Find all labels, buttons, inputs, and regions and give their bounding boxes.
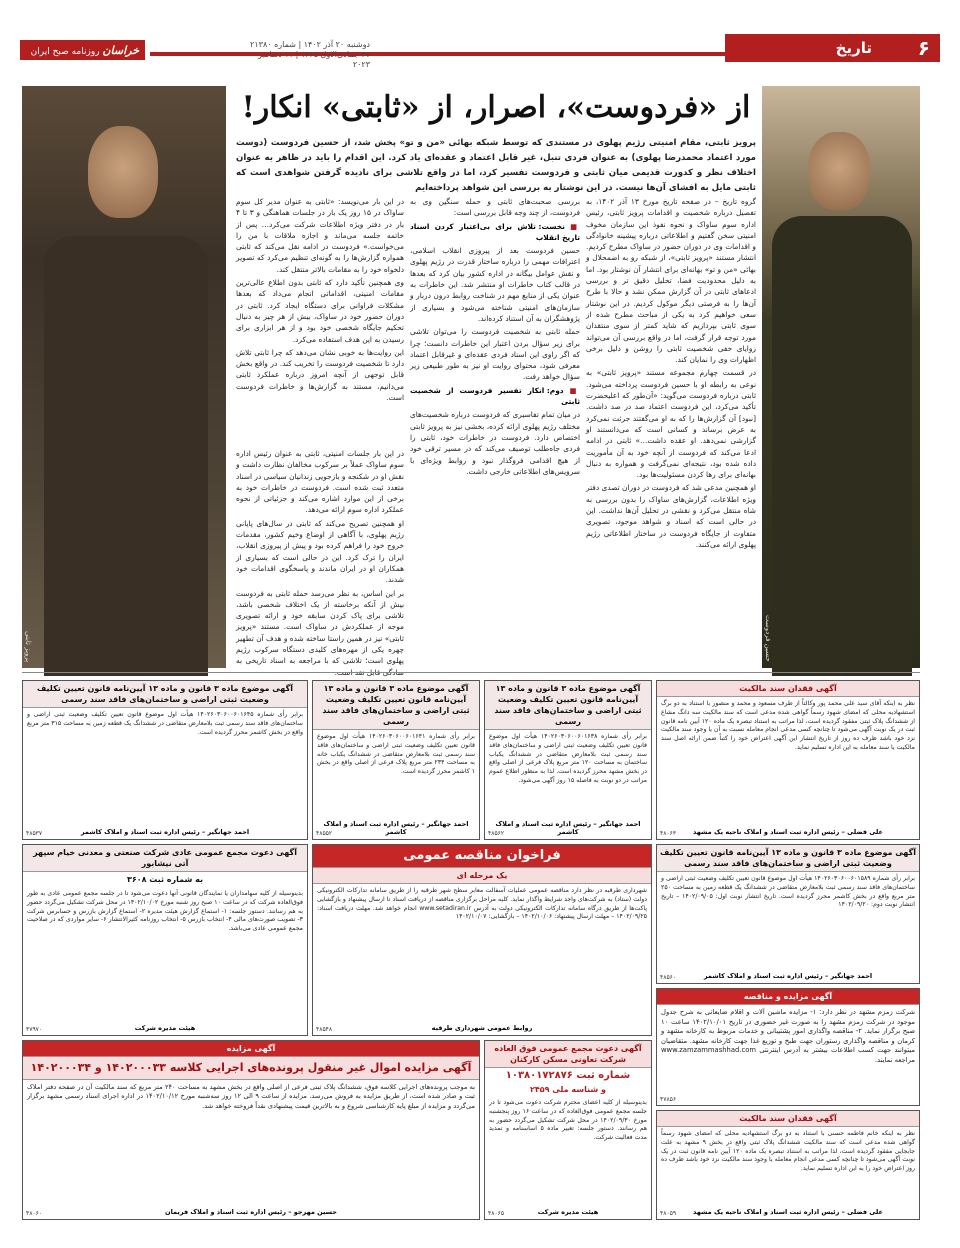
ad-registration: شماره ثبت ۱۰۳۸۰۱۷۲۸۷۶ [505, 1070, 631, 1081]
ad-auction-tender [656, 988, 920, 1106]
logo-text: روزنامه صبح ایران [30, 47, 100, 57]
ad-national-id: و شناسه ملی ۲۴۵۹ [529, 1085, 607, 1094]
ad-lost-deed-1 [656, 680, 920, 840]
subheading: ■ نخست: تلاش برای بی‌اعتبار کردن اسناد تاریخ انقلاب [410, 221, 581, 242]
ad-signature: احمد جهانگیر – رئیس اداره ثبت اسناد و املاک کاشمر [323, 820, 469, 836]
ad-signature: احمد جهانگیر – رئیس اداره ثبت اسناد و املاک کاشمر [80, 828, 250, 836]
article-column-1 [586, 196, 756, 668]
ad-number: ۴۸۰۵۹ [660, 1210, 677, 1217]
ad-shareholder-meeting [22, 844, 308, 1036]
ad-cooperative-meeting [484, 1040, 652, 1220]
photo-caption: پرویز ثابتی [24, 630, 32, 662]
header-rule [150, 52, 725, 56]
portrait-uniform [772, 216, 912, 676]
ad-number: ۴۷۹۷۰ [26, 1026, 43, 1033]
ad-title: آگهی فقدان سند مالکیت [657, 681, 919, 697]
paragraph: در میان تمام تفاسیری که فردوست درباره شخصیت‌های مختلف رژیم پهلوی ارائه کرده، بخشی نیز به پرویز ثابتی اختصاص دارد. فردوست در خاطرات خود، ثابتی را فردی جاه‌طلب توصیف می‌کند که در مسیر ترقی خود از هیچ اقدامی فروگذار نبود و روابط ویژه‌ای با سرویس‌های اطلاعاتی خارجی داشت. [410, 410, 580, 476]
ad-signature: هیئت مدیره شرکت [537, 1208, 599, 1216]
ad-signature: علی فضلی – رئیس اداره ثبت اسناد و املاک ناحیه یک مشهد [693, 828, 883, 836]
ad-body: برابر رأی شماره ۱۴۰۲۶۰۳۰۶۰۰۶۰۱۶۴۵ هیأت اول موضوع قانون تعیین تکلیف وضعیت ثبتی اراضی و ساختمان‌های فاقد سند رسمی ثبت بلامعارض متقاضی در ششدانگ یک قطعه زمین به مساحت ۳۱۵ متر مربع واقع در بخش کاشمر محرز گردیده است. [27, 711, 303, 736]
ad-signature: احمد جهانگیر – رئیس اداره ثبت اسناد و املاک کاشمر [495, 820, 641, 836]
section-band [725, 34, 940, 62]
paragraph: در قسمت چهارم مجموعه مستند «پرویز ثابتی» به نوعی به رابطه او با حسین فردوست پرداخته می‌شود. ثابتی درباره فردوست می‌گوید: «آن‌طور که اعلیحضرت تأکید می‌کرد، این فردوست اعتماد صد در صد داشت. [نبود] آن گزارش‌ها را که به او می‌گفتند جرئت نمی‌کرد به عرض برساند و کسانی است که می‌دانستند او گزارشی نمی‌دهد. او عقده داشت…» ثابتی در ادامه ادعا می‌کند که فردوست از آنچه خود به آن مأموریت داده شده بود، نتیجه‌ای نمی‌گرفت و همواره به دنبال بهانه‌ای برای رها کردن مسئولیت‌ها بود. [586, 368, 756, 480]
ad-number: ۴۸۵۶۲ [488, 830, 505, 837]
ad-body: برابر رأی شماره ۱۴۰۲۶۰۳۰۶۰۰۶۰۱۵۸۹ هیأت اول موضوع قانون تعیین تکلیف وضعیت ثبتی اراضی و ساختمان‌های فاقد سند رسمی ثبت بلامعارض متقاضی در ششدانگ یک قطعه زمین به مساحت ۲۵۰ متر مربع واقع در بخش کاشمر محرز گردیده است. تاریخ انتشار نوبت اول: ۱۴۰۲/۰۹/۰۵ – تاریخ انتشار نوبت دوم: ۱۴۰۲/۰۹/۲۰ [661, 875, 915, 909]
ad-subtitle: به شماره ثبت ۳۶۰۸ [23, 872, 307, 887]
ad-tag: یک مرحله ای [313, 868, 651, 884]
ad-title: آگهی موضوع ماده ۳ قانون و ماده ۱۳ آیین‌نامه قانون تعیین تکلیف وضعیت ثبتی اراضی و ساختمان‌های فاقد سند رسمی [485, 681, 651, 730]
ad-body: به موجب پرونده‌های اجرایی کلاسه فوق، ششدانگ پلاک ثبتی فرعی از اصلی واقع در بخش مشهد به مساحت ۲۴۰ متر مربع که سند مالکیت آن در صفحه دفتر املاک ثبت و صادر شده است، از طریق مزایده به فروش می‌رسد. مزایده از ساعت ۹ الی ۱۲ روز سه‌شنبه مورخ ۱۴۰۲/۱۰/۱۲ در اداره اجرای اسناد رسمی مشهد برگزار می‌گردد و مزایده از مبلغ پایه کارشناسی شروع و به بالاترین قیمت پیشنهادی نقداً فروخته خواهد شد. [27, 1083, 475, 1110]
paragraph: او همچنین مدعی شد که فردوست در دوران تصدی دفتر ویژه اطلاعات، گزارش‌های ساواک را بدون بررسی به شاه منتقل می‌کرد و نقشی در تحلیل آن‌ها نداشت. این در حالی است که اسناد و شواهد موجود، تصویری متفاوت از جایگاه فردوست در ساختار اطلاعاتی رژیم پهلوی ارائه می‌کنند. [586, 483, 756, 549]
paragraph: وی همچنین تأکید دارد که ثابتی بدون اطلاع عالی‌ترین مقامات امنیتی، اقداماتی انجام می‌داد که بعدها مشکلات فراوانی برای دستگاه ایجاد کرد. ثابتی در دوران حضور خود در ساواک، بیش از هر چیز به دنبال تحکیم جایگاه شخصی خود بود و از هر ابزاری برای رسیدن به این هدف استفاده می‌کرد. [236, 278, 404, 344]
ad-title: فراخوان مناقصه عمومی [313, 845, 651, 868]
ad-title: آگهی مزایده اموال غیر منقول پرونده‌های اجرایی کلاسه ۱۴۰۲۰۰۰۳۳ و ۱۴۰۲۰۰۰۳۴ [23, 1057, 479, 1080]
portrait-head [88, 126, 158, 218]
ad-number: ۴۸۰۶۰ [26, 1210, 43, 1217]
paragraph: او همچنین تصریح می‌کند که ثابتی در سال‌های پایانی رژیم پهلوی، با آگاهی از اوضاع وخیم کشور، مقدمات خروج خود را فراهم کرده بود و پیش از پیروزی انقلاب، ایران را ترک کرد. این در حالی است که بسیاری از همکاران او در ایران ماندند و پاسخگوی اقدامات خود شدند. [236, 518, 404, 585]
article-column-4 [236, 448, 404, 668]
ad-signature: هیئت مدیره شرکت [134, 1024, 196, 1032]
page-number: ۶ [917, 36, 930, 60]
ad-number: ۴۸۵۴۸ [316, 1026, 333, 1033]
photo-sabeti [22, 86, 226, 668]
ad-land-title-1 [484, 680, 652, 840]
subheading: ■ دوم: انکار تفسیر فردوست از شخصیت ثابتی [410, 385, 580, 407]
newspaper-logo [20, 40, 145, 60]
photo-caption: حسین فردوست [764, 615, 772, 662]
paragraph: در این بار جلسات امنیتی، ثابتی به عنوان رئیس اداره سوم ساواک عملاً بر سرکوب مخالفان نظارت داشت و نقش او در شکنجه و بازجویی زندانیان سیاسی در اسناد متعدد ثبت شده است. فردوست در خاطرات خود به برخی از این موارد اشاره می‌کند و جزئیاتی از نحوه عملکرد اداره سوم ارائه می‌دهد. [236, 449, 404, 515]
ad-number: ۴۸۵۵۲ [316, 830, 333, 837]
ad-title: آگهی موضوع ماده ۳ قانون و ماده ۱۳ آیین‌نامه قانون تعیین تکلیف وضعیت ثبتی اراضی و ساختمان‌های فاقد سند رسمی [657, 845, 919, 872]
ad-body: شهرداری طرقبه در نظر دارد مناقصه عمومی عملیات آسفالت معابر سطح شهر طرقبه را از طریق سامانه تدارکات الکترونیکی دولت (ستاد) به شرکت‌های واجد شرایط واگذار نماید. کلیه مراحل برگزاری مناقصه از دریافت اسناد تا ارسال پیشنهاد و بازگشایی پاکت‌ها از طریق درگاه سامانه تدارکات الکترونیکی دولت به آدرس www.setadiran.ir انجام خواهد شد. مهلت دریافت اسناد: ۱۴۰۲/۰۹/۲۵ – مهلت ارسال پیشنهاد: ۱۴۰۲/۱۰/۰۶ – بازگشایی: ۱۴۰۲/۱۰/۰۷ [317, 887, 647, 921]
photo-fardoust [762, 86, 920, 668]
ad-title: آگهی مزایده و مناقصه [657, 989, 919, 1005]
ad-title: آگهی دعوت مجمع عمومی عادی شرکت صنعتی و معدنی خیام سپهر آتی نیشابور [23, 845, 307, 872]
ad-number: ۴۸۰۶۵ [488, 1210, 505, 1217]
ad-body: نظر به اینکه خانم فاطمه حسنی با استناد به دو برگ استشهادیه محلی که امضای شهود رسماً گواهی شده مدعی است که سند مالکیت ششدانگ پلاک ثبتی واقع در بخش ۹ مشهد به علت جابجایی مفقود گردیده است، لذا مراتب به استناد تبصره یک ماده ۱۲۰ آیین نامه قانون ثبت در یک نوبت آگهی می‌شود تا چنانچه کسی مدعی انجام معامله یا وجود سند مالکیت نزد خود باشد ظرف ده روز اعتراض خود را به این اداره تسلیم نماید. [661, 1130, 915, 1173]
ad-tag: آگهی مزایده [23, 1041, 479, 1057]
section-divider [22, 672, 920, 673]
ad-signature: حسین مهرجو – رئیس اداره ثبت اسناد و املاک فریمان [165, 1208, 337, 1216]
ad-body: بدینوسیله از کلیه سهامداران یا نمایندگان قانونی آنها دعوت می‌شود تا در جلسه مجمع عمومی عادی به طور فوق‌العاده شرکت که در ساعت ۱۰ صبح روز شنبه مورخ ۱۴۰۲/۱۰/۰۲ در محل شرکت تشکیل می‌گردد حضور به هم رسانند. دستور جلسه: ۱- استماع گزارش هیئت مدیره ۲- استماع گزارش بازرس و حسابرس شرکت ۳- تصویب صورت‌های مالی ۴- انتخاب بازرس ۵- انتخاب روزنامه کثیرالانتشار ۶- سایر مواردی که در صلاحیت مجمع عمومی عادی می‌باشد. [27, 890, 304, 933]
paragraph: گروه تاریخ – در صفحه تاریخ مورخ ۱۳ آذر ۱۴۰۲، به تفصیل درباره شخصیت و اقدامات پرویز ثابتی، رئیس اداره سوم ساواک و نحوه نفوذ این سازمان مخوف امنیتی سخن گفتیم و اطلاعاتی درباره پیشینه خانوادگی و اقدامات وی در دوران حضور در ساواک مطرح کردیم. انتشار مستند «پرویز ثابتی»، از شبکه رو به اضمحلال و بهائی «من و تو» بهانه‌ای برای انتشار آن نوشتار بود. اما به دلیل محدودیت فضا، تحلیل دقیق تر و بررسی ادعاهای ثابتی در آن گزارش ممکن نشد و حالا با طرح آن‌ها را به فرصتی دیگر موکول کردیم. در این نوشتار سعی خواهیم کرد به یکی از مباحث مطرح شده از سوی ثابتی بپردازیم که شاید کمتر از سوی منتقدان مورد توجه قرار گرفت، اما در واقع بررسی آن می‌تواند زوایای خفی شخصیت ثابتی را روشن و دلیل برخی اظهارات وی را نمایان کند. [586, 197, 756, 365]
date-line-1: دوشنبه ۲۰ آذر ۱۴۰۲ | شماره ۲۱۳۸۰ [250, 40, 370, 49]
page-header [20, 34, 940, 69]
article-column-3 [236, 196, 404, 444]
article-lead: پرویز ثابتی، مقام امنیتی رژیم پهلوی در مستندی که توسط شبکه بهائی «من و تو» پخش شد، از حسین فردوست (دوست مورد اعتماد محمدرضا پهلوی) به عنوان فردی تنبل، غیر قابل اعتماد و عقده‌ای یاد کرد. این اقدام را باید در ظاهر به عنوان اختلاف نظر و کدورت قدیمی میان ثابتی و فردوست تفسیر کرد، اما در واقع تلاشی برای نادیده گرفتن شواهدی است که ثابتی مایل به افشای آن‌ها نیست. در این نوشتار به بررسی این شواهد پرداخته‌ایم [236, 138, 756, 193]
paragraph: حمله ثابتی به شخصیت فردوست را می‌توان تلاشی برای زیر سؤال بردن اعتبار این خاطرات دانست؛ چرا که اگر راوی این اسناد فردی عقده‌ای و غیرقابل اعتماد معرفی شود، محتوای روایت او نیز به طور طبیعی زیر سؤال خواهد رفت. [410, 327, 580, 382]
ad-body: نظر به اینکه آقای سید علی محمد پور وکالتاً از طرف مسعود و محمد و منصور با استناد به دو برگ استشهادیه محلی که امضای شهود رسماً گواهی شده مدعی است که سند مالکیت سه دانگ مشاع از ششدانگ پلاک ثبتی مفقود گردیده است، لذا مراتب به استناد تبصره یک ماده ۱۲۰ آیین نامه قانون ثبت در یک نوبت آگهی می‌شود تا چنانچه کسی مدعی انجام معامله نسبت به آن یا وجود سند مالکیت نزد خود باشد ظرف ده روز از تاریخ انتشار این آگهی اعتراض خود را کتباً ضمن ارائه اصل سند مالکیت یا سند معامله به این اداره تسلیم نماید. [661, 700, 915, 751]
ad-land-title-3 [22, 680, 308, 840]
portrait-suit [44, 236, 208, 676]
paragraph: بررسی صحبت‌های ثابتی و حمله سنگین وی به فردوست، از چند وجه قابل بررسی است: [410, 197, 580, 218]
ad-number: ۴۸۰۶۳ [660, 830, 677, 837]
ad-body: بدینوسیله از کلیه اعضای محترم شرکت دعوت می‌شود تا در جلسه مجمع عمومی فوق‌العاده که در ساعت ۱۶ روز پنجشنبه مورخ ۱۴۰۲/۰۹/۳۰ در محل شرکت تشکیل می‌گردد حضور به هم رسانند. دستور جلسه: تغییر ماده ۵ اساسنامه و تمدید مدت فعالیت شرکت. [489, 1099, 647, 1142]
ad-tender [312, 844, 652, 1036]
ad-title: آگهی دعوت مجمع عمومی فوق العاده شرکت تعاونی مسکن کارکنان [485, 1041, 651, 1068]
article-column-2 [410, 196, 580, 668]
portrait-head [808, 132, 870, 210]
paragraph: این روایت‌ها به خوبی نشان می‌دهد که چرا ثابتی تلاش دارد تا شخصیت فردوست را تخریب کند. در واقع بخش قابل توجهی از آنچه امروز درباره عملکرد ثابتی می‌دانیم، مستند به گزارش‌ها و خاطرات فردوست است. [236, 347, 404, 403]
headline: از «فردوست»، اصرار، از «ثابتی» انکار! [241, 90, 751, 125]
logo-brand: خراسان [102, 44, 139, 57]
ad-property-auction [22, 1040, 480, 1220]
ad-land-title-2 [312, 680, 480, 840]
ad-land-title-4 [656, 844, 920, 984]
ad-body: برابر رأی شماره ۱۴۰۲۶۰۳۰۶۰۰۶۰۱۶۴۱ هیأت اول موضوع قانون تعیین تکلیف وضعیت ثبتی اراضی و ساختمان‌های فاقد سند رسمی ثبت بلامعارض متقاضی در ششدانگ یکباب خانه به مساحت ۲۳۴ متر مربع پلاک فرعی از اصلی واقع در بخش ۱ کاشمر محرز گردیده است. [317, 733, 476, 776]
ad-signature: علی فضلی – رئیس اداره ثبت اسناد و املاک ناحیه یک مشهد [693, 1208, 883, 1216]
ad-body: شرکت زمزم مشهد در نظر دارد: ۱- مزایده ماشین آلات و اقلام ضایعاتی به شرح جدول موجود در شرکت زمزم مشهد را به صورت غیر حضوری در تاریخ ۱۴۰۲/۱۰/۰۱ ساعت ۱۰ صبح برگزار نماید. ۲- مناقصه واگذاری امور پشتیبانی و خدمات مربوط به کارخانه مشهد و کرمان و مناقصه واگذاری رستوران جهت طبخ و توزیع غذا جهت کارخانه مشهد. متقاضیان میتوانند جهت کسب اطلاعات بیشتر به آدرس اینترنتی www.zamzammashhad.com مراجعه نمایند. [661, 1008, 915, 1064]
ad-title: آگهی فقدان سند مالکیت [657, 1111, 919, 1127]
ad-lost-deed-2 [656, 1110, 920, 1220]
section-title: تاریخ [835, 39, 872, 57]
ad-signature: روابط عمومی شهرداری طرقبه [431, 1024, 533, 1032]
ad-number: ۴۸۵۳۷ [26, 830, 43, 837]
date-line-2: ۲۷ جمادی‌الاول ۱۴۴۵ | ۱۱ دسامبر ۲۰۲۳ [258, 50, 370, 69]
ad-title: آگهی موضوع ماده ۳ قانون و ماده ۱۳ آیین‌نامه قانون تعیین تکلیف وضعیت ثبتی اراضی و ساختمان‌های فاقد سند رسمی [313, 681, 479, 730]
ad-number: ۴۷۸۵۶ [660, 1096, 677, 1103]
ad-title: آگهی موضوع ماده ۳ قانون و ماده ۱۳ آیین‌نامه قانون تعیین تکلیف وضعیت ثبتی اراضی و ساختمان‌های فاقد سند رسمی [23, 681, 307, 708]
ad-number: ۴۸۵۶۰ [660, 974, 677, 981]
ad-body: برابر رأی شماره ۱۴۰۲۶۰۳۰۶۰۰۶۰۱۶۳۸ هیأت اول موضوع قانون تعیین تکلیف وضعیت ثبتی اراضی و ساختمان‌های فاقد سند رسمی ثبت بلامعارض متقاضی در ششدانگ یکباب ساختمان به مساحت ۱۲۰ متر مربع پلاک فرعی از اصلی واقع در بخش مشهد محرز گردیده است. لذا به منظور اطلاع عموم مراتب در دو نوبت به فاصله ۱۵ روز آگهی می‌شود. [489, 733, 648, 784]
paragraph: حسین فردوست بعد از پیروزی انقلاب اسلامی، اعترافات مهمی را درباره ساختار قدرت در رژیم پهلوی و نقش عوامل بیگانه در اداره کشور بیان کرد که بعدها در قالب کتاب خاطرات او منتشر شد. این خاطرات به عنوان یکی از منابع مهم در شناخت روابط درون دربار و سازمان‌های امنیتی شناخته می‌شود و بسیاری از پژوهشگران به آن استناد کرده‌اند. [410, 246, 580, 323]
issue-date [250, 40, 370, 70]
paragraph: در این بار می‌نویسد: «ثابتی به عنوان مدیر کل سوم ساواک در ۱۵ روز یک بار در جلسات هماهنگی و ۳ تا ۴ بار در دفتر ویژه اطلاعات شرکت می‌کرد… پس از خاتمه جلسه می‌ماند و اجازه ملاقات با من را می‌خواست.» فردوست در ادامه نقل می‌کند که ثابتی همواره گزارش‌ها را به گونه‌ای تنظیم می‌کرد که تصویر دلخواه خود را به مقامات بالاتر منتقل کند. [236, 197, 404, 274]
paragraph: بر این اساس، به نظر می‌رسد حمله ثابتی به فردوست بیش از آنکه برخاسته از یک اختلاف شخصی باشد، تلاشی برای پاک کردن سابقه خود و ارائه تصویری موجه از عملکردش در ساواک است. مستند «پرویز ثابتی» نیز در همین راستا ساخته شده و هدف آن تطهیر چهره یکی از مهره‌های کلیدی دستگاه سرکوب رژیم پهلوی است؛ تلاشی که با مراجعه به اسناد تاریخی به [236, 588, 404, 666]
ad-signature: احمد جهانگیر – رئیس اداره ثبت اسناد و املاک کاشمر [703, 972, 873, 980]
